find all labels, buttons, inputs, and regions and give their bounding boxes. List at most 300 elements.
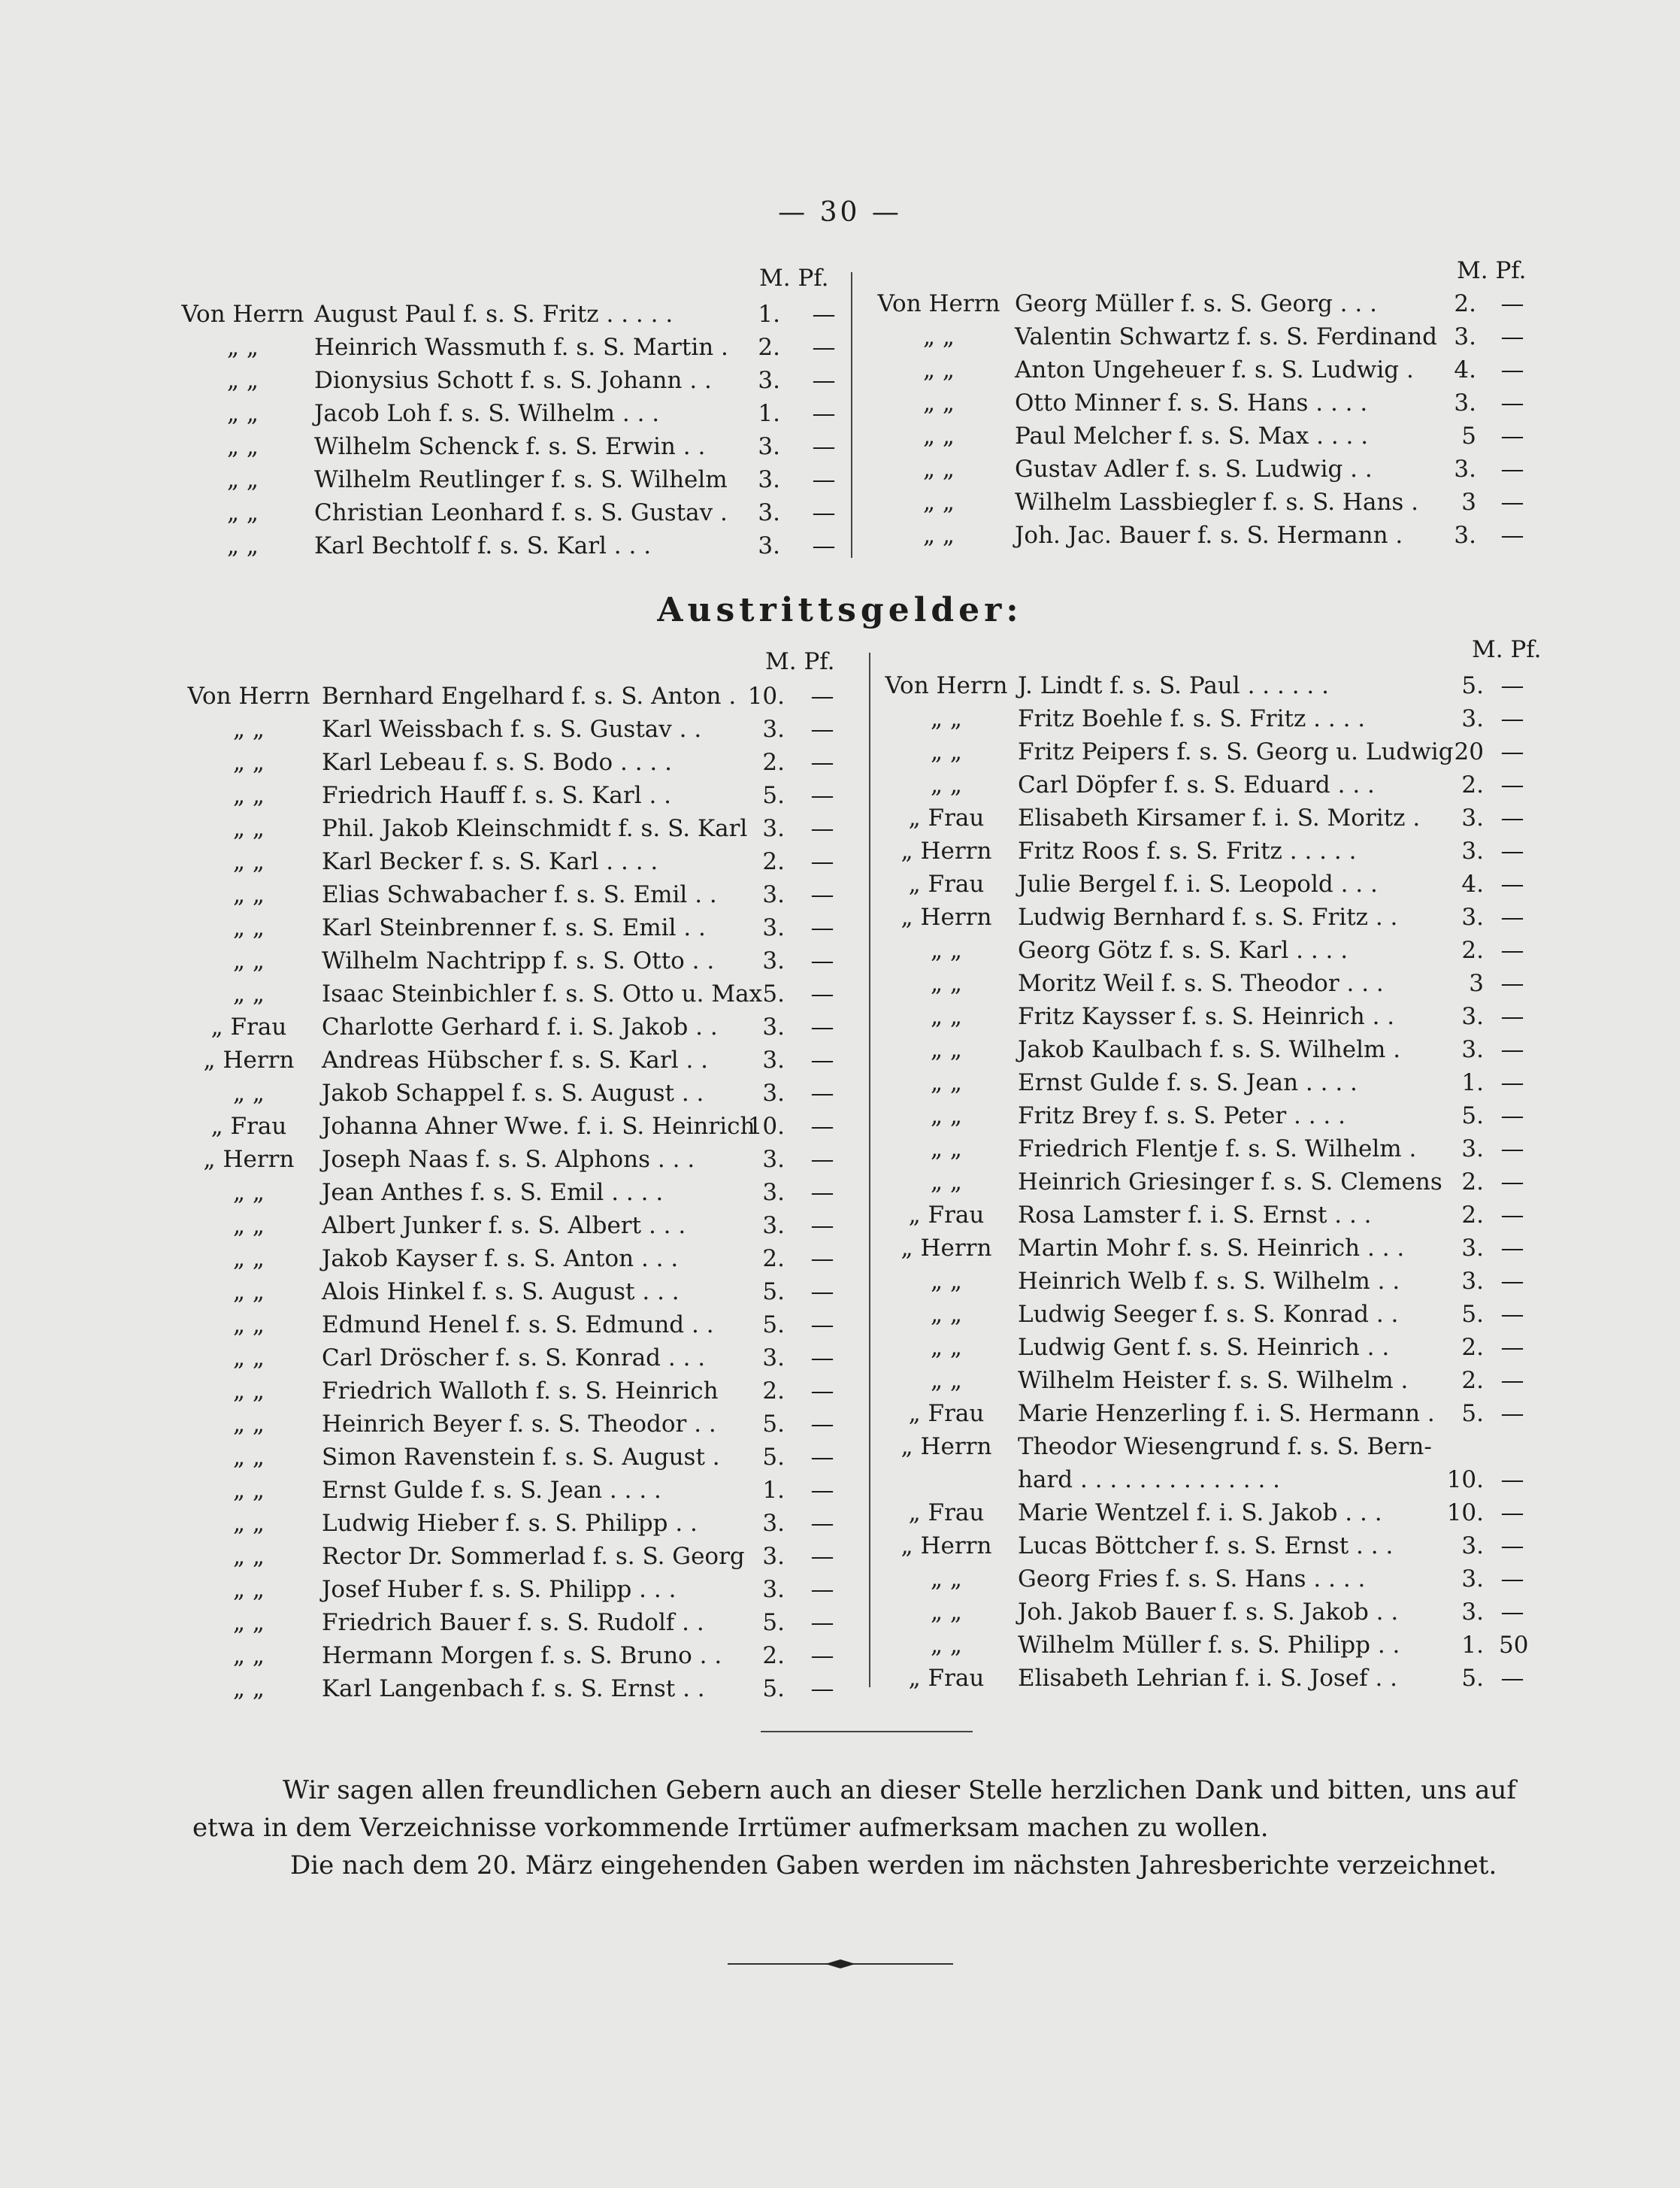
donor-name: Albert Junker f. s. S. Albert . . .: [322, 1212, 686, 1239]
donor-prefix: „ „: [931, 1301, 962, 1328]
top-left-list: [171, 301, 848, 565]
donor-name: Friedrich Hauff f. s. S. Karl . .: [322, 782, 672, 809]
list-item: [875, 904, 1551, 937]
donor-name: Paul Melcher f. s. S. Max . . . .: [1015, 423, 1369, 450]
amount-mark: 3.: [1461, 805, 1484, 832]
donor-prefix: „ „: [923, 389, 955, 417]
list-item: [177, 1047, 854, 1080]
donor-prefix: „ „: [923, 323, 955, 350]
amount-pfennig: —: [1500, 904, 1524, 931]
donor-name: Heinrich Welb f. s. S. Wilhelm . .: [1018, 1268, 1400, 1295]
amount-mark: 4.: [1461, 871, 1484, 898]
donor-prefix: „ „: [233, 716, 265, 743]
amount-pfennig: —: [812, 334, 836, 361]
donor-name: Joh. Jac. Bauer f. s. S. Hermann .: [1015, 522, 1403, 549]
list-item: [177, 1278, 854, 1311]
amount-mark: 5.: [762, 1311, 785, 1338]
list-item: [177, 1576, 854, 1609]
list-item: [875, 805, 1551, 838]
list-item: [875, 1036, 1551, 1069]
donor-prefix: „ „: [233, 914, 265, 941]
amount-pfennig: —: [810, 1510, 834, 1537]
list-item: [177, 1510, 854, 1543]
amount-pfennig: —: [1500, 1466, 1524, 1493]
donor-prefix: „ „: [233, 1377, 265, 1405]
amount-pfennig: —: [810, 1411, 834, 1438]
donor-name: Rector Dr. Sommerlad f. s. S. Georg: [322, 1543, 745, 1570]
list-item: [171, 400, 848, 433]
donor-name: Karl Becker f. s. S. Karl . . . .: [322, 848, 658, 875]
amount-pfennig: —: [1500, 672, 1524, 699]
amount-mark: 1.: [1461, 1632, 1484, 1659]
amount-mark: 3.: [1461, 1135, 1484, 1162]
donor-prefix: „ „: [931, 1036, 962, 1063]
amount-pfennig: —: [1500, 522, 1524, 549]
currency-header-austritt-right: M. Pf.: [1472, 636, 1542, 663]
donor-prefix: „ „: [233, 848, 265, 875]
donor-prefix: „ „: [931, 1334, 962, 1361]
donor-prefix: Von Herrn: [877, 290, 1000, 317]
list-item: [875, 1565, 1551, 1599]
amount-pfennig: —: [1500, 738, 1524, 765]
donor-prefix: „ „: [233, 1179, 265, 1206]
donor-prefix: Von Herrn: [181, 301, 304, 328]
list-item: [177, 1245, 854, 1278]
amount-pfennig: —: [1500, 1202, 1524, 1229]
donor-name: Martin Mohr f. s. S. Heinrich . . .: [1018, 1235, 1405, 1262]
list-item: [177, 1344, 854, 1377]
donor-prefix: „ „: [923, 356, 955, 383]
page-number: — 30 —: [778, 197, 902, 228]
list-item: [177, 683, 854, 716]
donor-name: Wilhelm Schenck f. s. S. Erwin . .: [314, 433, 706, 460]
list-item: [177, 1609, 854, 1642]
donor-prefix: „ „: [233, 1675, 265, 1702]
amount-pfennig: —: [1500, 1003, 1524, 1030]
amount-mark: 2.: [1461, 1334, 1484, 1361]
donor-prefix: Von Herrn: [187, 683, 310, 710]
donor-name: Moritz Weil f. s. S. Theodor . . .: [1018, 970, 1384, 997]
donor-prefix: „ Frau: [210, 1014, 287, 1041]
donor-name: Jean Anthes f. s. S. Emil . . . .: [322, 1179, 664, 1206]
donor-name: Elisabeth Kirsamer f. i. S. Moritz .: [1018, 805, 1421, 832]
amount-pfennig: —: [810, 1047, 834, 1074]
donor-name: Christian Leonhard f. s. S. Gustav .: [314, 499, 728, 526]
list-item: [171, 367, 848, 400]
amount-pfennig: —: [810, 848, 834, 875]
amount-mark: 10.: [747, 683, 785, 710]
donor-name: Jakob Schappel f. s. S. August . .: [322, 1080, 704, 1107]
donor-name: Ludwig Seeger f. s. S. Konrad . .: [1018, 1301, 1399, 1328]
amount-pfennig: —: [1500, 1102, 1524, 1129]
amount-mark: 3.: [1461, 1003, 1484, 1030]
amount-mark: 3.: [762, 815, 785, 842]
donor-prefix: „ „: [931, 1599, 962, 1626]
amount-pfennig: —: [810, 1113, 834, 1140]
amount-pfennig: —: [810, 1146, 834, 1173]
donor-prefix: „ Herrn: [203, 1047, 295, 1074]
list-item: [875, 838, 1551, 871]
currency-header-austritt-left: M. Pf.: [765, 648, 835, 675]
list-item: [875, 738, 1551, 771]
amount-pfennig: —: [810, 1014, 834, 1041]
amount-mark: 1.: [758, 301, 780, 328]
top-right-list: [867, 290, 1544, 555]
donor-prefix: „ Frau: [210, 1113, 287, 1140]
donor-prefix: „ Frau: [908, 1499, 985, 1526]
donor-name: Isaac Steinbichler f. s. S. Otto u. Max: [322, 980, 763, 1008]
donor-name: Fritz Boehle f. s. S. Fritz . . . .: [1018, 705, 1366, 732]
amount-pfennig: —: [1500, 838, 1524, 865]
donor-prefix: „ Herrn: [901, 838, 992, 865]
donor-prefix: „ Herrn: [901, 1532, 992, 1559]
donor-name: Wilhelm Lassbiegler f. s. S. Hans .: [1015, 489, 1419, 516]
amount-mark: 5.: [1461, 1301, 1484, 1328]
donor-prefix: „ „: [233, 1609, 265, 1636]
amount-pfennig: —: [1500, 1599, 1524, 1626]
amount-mark: 2.: [762, 749, 785, 776]
ornament-rule: [0, 1956, 1680, 1971]
donor-name: Heinrich Wassmuth f. s. S. Martin .: [314, 334, 728, 361]
austritt-left-list: [177, 683, 854, 1708]
amount-pfennig: —: [810, 1609, 834, 1636]
amount-pfennig: —: [1500, 1069, 1524, 1096]
donor-prefix: „ Frau: [908, 1665, 985, 1692]
amount-mark: 3.: [758, 499, 780, 526]
donor-prefix: „ „: [931, 1069, 962, 1096]
amount-pfennig: —: [810, 1080, 834, 1107]
amount-pfennig: —: [810, 1179, 834, 1206]
list-item: [875, 1433, 1551, 1466]
amount-mark: 2.: [1461, 1202, 1484, 1229]
donor-prefix: „ „: [227, 499, 259, 526]
donor-name: Jakob Kayser f. s. S. Anton . . .: [322, 1245, 679, 1272]
list-item: [177, 749, 854, 782]
list-item: [171, 301, 848, 334]
closing-text: [192, 1771, 1545, 1884]
donor-name: Rosa Lamster f. i. S. Ernst . . .: [1018, 1202, 1372, 1229]
donor-prefix: „ „: [931, 771, 962, 799]
amount-pfennig: —: [1500, 805, 1524, 832]
amount-mark: 2.: [1461, 1168, 1484, 1196]
donor-prefix: „ „: [931, 1135, 962, 1162]
donor-name: Edmund Henel f. s. S. Edmund . .: [322, 1311, 714, 1338]
amount-mark: 10.: [1446, 1499, 1484, 1526]
donor-name: Dionysius Schott f. s. S. Johann . .: [314, 367, 712, 394]
list-item: [875, 1301, 1551, 1334]
donor-name: Elias Schwabacher f. s. S. Emil . .: [322, 881, 717, 908]
donor-name: Lucas Böttcher f. s. S. Ernst . . .: [1018, 1532, 1394, 1559]
donor-prefix: „ „: [233, 1543, 265, 1570]
list-item: [875, 672, 1551, 705]
list-item: [177, 1675, 854, 1708]
amount-mark: 3.: [762, 1047, 785, 1074]
list-item: [171, 532, 848, 565]
donor-prefix: „ „: [233, 1245, 265, 1272]
donor-name: Fritz Roos f. s. S. Fritz . . . . .: [1018, 838, 1357, 865]
section-title: Austrittsgelder:: [657, 591, 1023, 629]
amount-pfennig: —: [810, 1311, 834, 1338]
amount-mark: 2.: [762, 1642, 785, 1669]
amount-pfennig: —: [810, 1344, 834, 1371]
amount-mark: 3.: [762, 914, 785, 941]
donor-name: Georg Götz f. s. S. Karl . . . .: [1018, 937, 1349, 964]
list-item: [875, 1334, 1551, 1367]
donor-name: Heinrich Beyer f. s. S. Theodor . .: [322, 1411, 716, 1438]
amount-pfennig: —: [812, 367, 836, 394]
list-item: [867, 290, 1544, 323]
list-item: [875, 1235, 1551, 1268]
amount-mark: 3.: [762, 1212, 785, 1239]
amount-mark: 3.: [762, 1014, 785, 1041]
donor-prefix: „ „: [227, 433, 259, 460]
amount-pfennig: —: [812, 400, 836, 427]
amount-pfennig: —: [1500, 1334, 1524, 1361]
donor-name: Fritz Kaysser f. s. S. Heinrich . .: [1018, 1003, 1395, 1030]
list-item: [875, 1400, 1551, 1433]
amount-mark: 5.: [762, 782, 785, 809]
amount-pfennig: —: [812, 499, 836, 526]
amount-mark: 3.: [758, 367, 780, 394]
donor-prefix: „ „: [923, 489, 955, 516]
amount-pfennig: —: [1500, 1532, 1524, 1559]
amount-pfennig: —: [812, 532, 836, 559]
donor-name: Bernhard Engelhard f. s. S. Anton .: [322, 683, 737, 710]
donor-name: Carl Dröscher f. s. S. Konrad . . .: [322, 1344, 706, 1371]
donor-name: Charlotte Gerhard f. i. S. Jakob . .: [322, 1014, 718, 1041]
donor-name: Karl Langenbach f. s. S. Ernst . .: [322, 1675, 705, 1702]
donor-name: Wilhelm Nachtripp f. s. S. Otto . .: [322, 947, 715, 974]
donor-prefix: „ „: [923, 522, 955, 549]
closing-line-1: Wir sagen allen freundlichen Gebern auch an dieser Stelle herzlichen Dank und bitten, uns auf: [283, 1775, 1516, 1805]
amount-pfennig: —: [810, 1444, 834, 1471]
donor-prefix: „ Herrn: [901, 1433, 992, 1460]
list-item: [177, 815, 854, 848]
list-item: [177, 1642, 854, 1675]
donor-prefix: „ „: [931, 1102, 962, 1129]
amount-mark: 3.: [1454, 323, 1476, 350]
donor-prefix: „ „: [227, 334, 259, 361]
donor-prefix: „ „: [233, 1444, 265, 1471]
donor-prefix: „ Herrn: [901, 1235, 992, 1262]
amount-mark: 5.: [762, 1411, 785, 1438]
amount-pfennig: —: [810, 749, 834, 776]
donor-name: Jacob Loh f. s. S. Wilhelm . . .: [314, 400, 660, 427]
donor-prefix: „ „: [931, 1367, 962, 1394]
list-item: [177, 947, 854, 980]
amount-pfennig: —: [1500, 771, 1524, 799]
amount-mark: 3.: [762, 1179, 785, 1206]
list-item: [875, 1268, 1551, 1301]
amount-mark: 5.: [762, 980, 785, 1008]
amount-pfennig: —: [1500, 1400, 1524, 1427]
amount-pfennig: —: [1500, 1565, 1524, 1593]
amount-pfennig: —: [1500, 871, 1524, 898]
donor-name: Andreas Hübscher f. s. S. Karl . .: [322, 1047, 709, 1074]
amount-pfennig: —: [1500, 1301, 1524, 1328]
list-item: [177, 1146, 854, 1179]
donor-name: Fritz Brey f. s. S. Peter . . . .: [1018, 1102, 1346, 1129]
list-item: [875, 1102, 1551, 1135]
amount-pfennig: —: [1500, 389, 1524, 417]
amount-mark: 3.: [1461, 1036, 1484, 1063]
donor-name: Otto Minner f. s. S. Hans . . . .: [1015, 389, 1368, 417]
closing-line-2: etwa in dem Verzeichnisse vorkommende Irrtümer aufmerksam machen zu wollen.: [192, 1813, 1269, 1843]
donor-prefix: „ „: [931, 705, 962, 732]
donor-name: Friedrich Walloth f. s. S. Heinrich: [322, 1377, 719, 1405]
donor-name: J. Lindt f. s. S. Paul . . . . . .: [1018, 672, 1329, 699]
closing-line-3: Die nach dem 20. März eingehenden Gaben werden im nächsten Jahresberichte verzeichnet.: [290, 1850, 1497, 1880]
donor-prefix: „ „: [233, 782, 265, 809]
list-item: [875, 1168, 1551, 1202]
amount-mark: 3: [1461, 489, 1476, 516]
amount-mark: 5.: [762, 1278, 785, 1305]
amount-pfennig: —: [1500, 456, 1524, 483]
donor-prefix: „ „: [233, 815, 265, 842]
amount-pfennig: —: [810, 1377, 834, 1405]
amount-pfennig: —: [810, 716, 834, 743]
list-item: [177, 1113, 854, 1146]
amount-mark: 3.: [1454, 389, 1476, 417]
donor-name: Friedrich Bauer f. s. S. Rudolf . .: [322, 1609, 704, 1636]
amount-mark: 3.: [1461, 904, 1484, 931]
section-rule: [761, 1731, 973, 1732]
list-item: [867, 423, 1544, 456]
list-item: [171, 466, 848, 499]
donor-prefix: „ „: [233, 1278, 265, 1305]
list-item: [875, 1632, 1551, 1665]
donor-name: Fritz Peipers f. s. S. Georg u. Ludwig: [1018, 738, 1454, 765]
donor-prefix: „ Frau: [908, 805, 985, 832]
list-item: [875, 1599, 1551, 1632]
amount-mark: 2.: [762, 848, 785, 875]
list-item: [867, 522, 1544, 555]
amount-mark: 2.: [1454, 290, 1476, 317]
donor-name: Ludwig Hieber f. s. S. Philipp . .: [322, 1510, 698, 1537]
amount-mark: 2.: [1461, 771, 1484, 799]
amount-pfennig: —: [1500, 423, 1524, 450]
amount-pfennig: —: [1500, 1235, 1524, 1262]
list-item: [177, 1543, 854, 1576]
column-divider-top: [851, 272, 852, 558]
amount-pfennig: —: [1500, 1168, 1524, 1196]
amount-mark: 3.: [762, 1576, 785, 1603]
amount-pfennig: —: [812, 466, 836, 493]
amount-mark: 5.: [1461, 1102, 1484, 1129]
donor-name: Johanna Ahner Wwe. f. i. S. Heinrich: [322, 1113, 755, 1140]
list-item: [177, 1477, 854, 1510]
donor-prefix: „ „: [931, 970, 962, 997]
list-item: [177, 881, 854, 914]
donor-name: Georg Fries f. s. S. Hans . . . .: [1018, 1565, 1366, 1593]
list-item: [875, 771, 1551, 805]
list-item: [875, 937, 1551, 970]
amount-mark: 3.: [758, 433, 780, 460]
donor-name: Gustav Adler f. s. S. Ludwig . .: [1015, 456, 1373, 483]
amount-mark: 5.: [762, 1675, 785, 1702]
amount-pfennig: —: [1500, 489, 1524, 516]
amount-mark: 2.: [1461, 937, 1484, 964]
donor-prefix: „ „: [233, 881, 265, 908]
amount-mark: 3.: [762, 716, 785, 743]
list-item: [867, 456, 1544, 489]
donor-name: Wilhelm Heister f. s. S. Wilhelm .: [1018, 1367, 1409, 1394]
donor-prefix: „ „: [931, 1565, 962, 1593]
list-item: [177, 980, 854, 1014]
amount-pfennig: —: [1500, 290, 1524, 317]
amount-mark: 3.: [1461, 1565, 1484, 1593]
donor-name: Elisabeth Lehrian f. i. S. Josef . .: [1018, 1665, 1398, 1692]
donor-prefix: „ „: [233, 1344, 265, 1371]
amount-mark: 10.: [747, 1113, 785, 1140]
list-item: [177, 848, 854, 881]
list-item: [177, 1014, 854, 1047]
donor-name: Karl Steinbrenner f. s. S. Emil . .: [322, 914, 706, 941]
donor-prefix: „ „: [923, 423, 955, 450]
amount-mark: 5: [1461, 423, 1476, 450]
amount-mark: 3.: [762, 1543, 785, 1570]
amount-mark: 2.: [1461, 1367, 1484, 1394]
donor-name: Wilhelm Reutlinger f. s. S. Wilhelm: [314, 466, 728, 493]
amount-pfennig: —: [1500, 937, 1524, 964]
donor-prefix: „ „: [233, 947, 265, 974]
donor-name: Julie Bergel f. i. S. Leopold . . .: [1018, 871, 1378, 898]
donor-name: Ernst Gulde f. s. S. Jean . . . .: [322, 1477, 661, 1504]
list-item: [867, 323, 1544, 356]
donor-name: Valentin Schwartz f. s. S. Ferdinand: [1015, 323, 1438, 350]
list-item: [177, 716, 854, 749]
donor-name: Joh. Jakob Bauer f. s. S. Jakob . .: [1018, 1599, 1399, 1626]
amount-pfennig: —: [1500, 356, 1524, 383]
amount-pfennig: —: [1500, 323, 1524, 350]
amount-mark: 5.: [762, 1444, 785, 1471]
donor-name: Ernst Gulde f. s. S. Jean . . . .: [1018, 1069, 1358, 1096]
donor-prefix: „ „: [931, 1003, 962, 1030]
amount-pfennig: —: [1500, 705, 1524, 732]
amount-mark: 2.: [762, 1377, 785, 1405]
donor-name: Phil. Jakob Kleinschmidt f. s. S. Karl: [322, 815, 748, 842]
amount-pfennig: —: [810, 683, 834, 710]
amount-mark: 3.: [1454, 456, 1476, 483]
donor-name: Ludwig Bernhard f. s. S. Fritz . .: [1018, 904, 1398, 931]
donor-prefix: „ „: [931, 937, 962, 964]
donor-prefix: Von Herrn: [885, 672, 1008, 699]
donor-name: Theodor Wiesengrund f. s. S. Bern-: [1018, 1433, 1432, 1460]
amount-mark: 3.: [762, 947, 785, 974]
amount-mark: 20: [1454, 738, 1484, 765]
amount-pfennig: —: [1500, 1367, 1524, 1394]
donor-name: Josef Huber f. s. S. Philipp . . .: [322, 1576, 677, 1603]
amount-pfennig: —: [812, 301, 836, 328]
donor-name: Friedrich Flentje f. s. S. Wilhelm .: [1018, 1135, 1417, 1162]
amount-mark: 2.: [762, 1245, 785, 1272]
donor-prefix: „ „: [233, 1477, 265, 1504]
donor-name: Georg Müller f. s. S. Georg . . .: [1015, 290, 1377, 317]
amount-pfennig: —: [810, 1642, 834, 1669]
amount-mark: 3.: [762, 1146, 785, 1173]
amount-pfennig: —: [810, 1576, 834, 1603]
donor-prefix: „ „: [233, 1212, 265, 1239]
amount-pfennig: —: [1500, 1499, 1524, 1526]
column-divider-austritt: [869, 653, 870, 1687]
list-item: [867, 356, 1544, 389]
list-item: [177, 1080, 854, 1113]
amount-mark: 1.: [1461, 1069, 1484, 1096]
donor-name: Alois Hinkel f. s. S. August . . .: [322, 1278, 680, 1305]
amount-pfennig: 50: [1499, 1632, 1529, 1659]
donor-name: Wilhelm Müller f. s. S. Philipp . .: [1018, 1632, 1400, 1659]
donor-prefix: „ „: [227, 466, 259, 493]
